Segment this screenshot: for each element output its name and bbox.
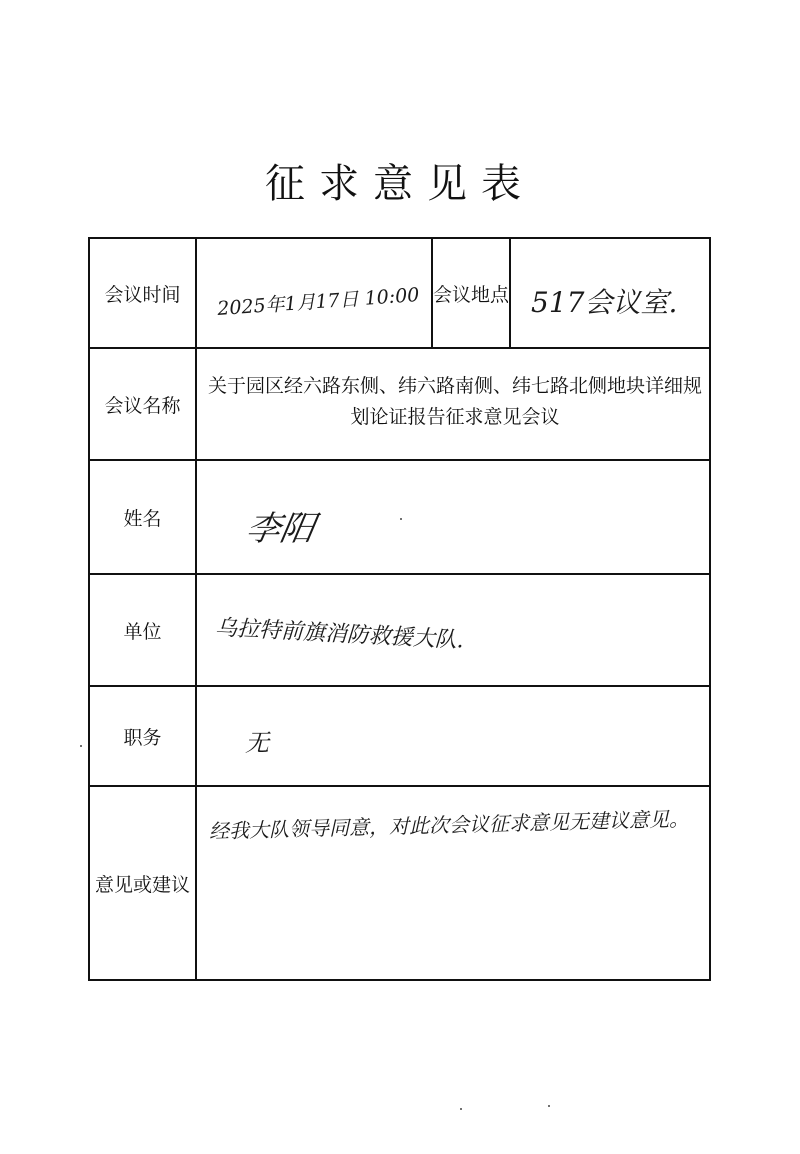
scan-speck bbox=[400, 518, 402, 520]
meeting-time-value: 2025年1月17日 10:00 bbox=[216, 283, 421, 321]
position-value: 无 bbox=[245, 729, 269, 757]
position-cell bbox=[197, 687, 709, 785]
row-meeting-name bbox=[90, 349, 709, 461]
position-label: 职务 bbox=[90, 687, 197, 785]
row-unit bbox=[90, 575, 709, 687]
scan-speck bbox=[80, 745, 82, 747]
meeting-place-label: 会议地点 bbox=[433, 239, 511, 347]
name-cell bbox=[197, 461, 709, 573]
opinion-form-table bbox=[88, 237, 711, 981]
meeting-place-cell bbox=[511, 239, 709, 347]
name-signature: 李阳 bbox=[242, 509, 318, 549]
meeting-time-label: 会议时间 bbox=[90, 239, 197, 347]
scan-speck bbox=[460, 1108, 462, 1110]
unit-label: 单位 bbox=[90, 575, 197, 685]
unit-cell bbox=[197, 575, 709, 685]
opinion-label: 意见或建议 bbox=[90, 787, 197, 979]
meeting-time-cell bbox=[197, 239, 433, 347]
meeting-name-value: 关于园区经六路东侧、纬六路南侧、纬七路北侧地块详细规划论证报告征求意见会议 bbox=[207, 375, 702, 428]
row-position bbox=[90, 687, 709, 787]
form-title: 征求意见表 bbox=[265, 161, 535, 207]
row-meeting-time bbox=[90, 239, 709, 349]
meeting-place-value: 517会议室. bbox=[531, 286, 678, 319]
scan-speck bbox=[548, 1105, 550, 1107]
unit-value: 乌拉特前旗消防救援大队. bbox=[214, 615, 465, 654]
opinion-value: 经我大队领导同意，对此次会议征求意见无建议意见。 bbox=[208, 806, 690, 844]
meeting-name-cell bbox=[197, 349, 709, 459]
row-opinion bbox=[90, 787, 709, 979]
meeting-name-label: 会议名称 bbox=[90, 349, 197, 459]
opinion-cell bbox=[197, 787, 709, 979]
name-label: 姓名 bbox=[90, 461, 197, 573]
